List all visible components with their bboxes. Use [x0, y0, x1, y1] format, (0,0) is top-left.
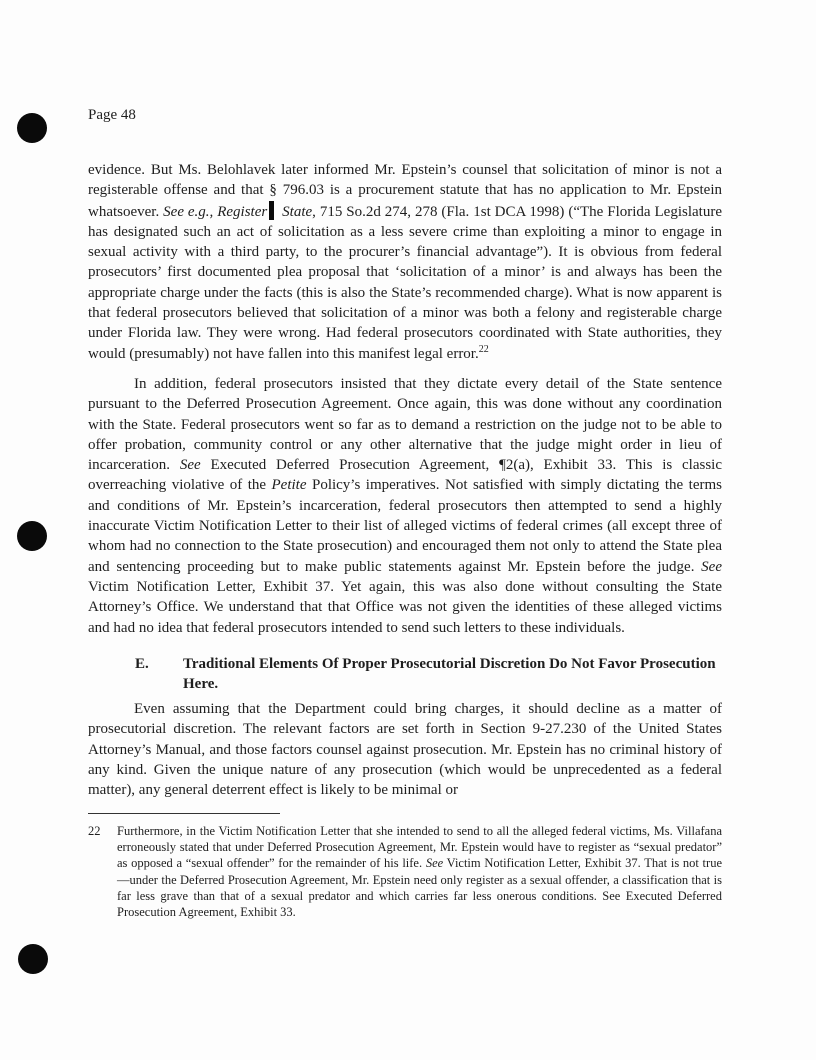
punch-hole-bottom	[18, 944, 48, 974]
p2-text-2: Executed Deferred Prosecution Agreement, ¶2(a), Exhibit 33. This is classic overreaching violative of the	[88, 457, 722, 494]
punch-hole-middle	[17, 521, 47, 551]
redaction-mark	[269, 201, 274, 220]
p2-see-2: See	[701, 558, 722, 575]
paragraph-state-sentence	[88, 374, 722, 638]
p2-text-4: Victim Notification Letter, Exhibit 37. Yet again, this was also done without consulting the State Attorney’s Office. We understand that that Office was not given the identities of these alleged victims and had no idea that federal prosecutors intended to send such letters to these individuals.	[88, 578, 722, 636]
footnote-22	[88, 823, 722, 920]
footnote-text	[117, 823, 722, 920]
section-letter: E.	[135, 656, 149, 672]
p2-text-1: In addition, federal prosecutors insisted that they dictate every detail of the State sentence pursuant to the Deferred Prosecution Agreement. Once again, this was done without any coordination with the State. Federal prosecutors went so far as to demand a restriction on the judge not to be able to offer probation, community control or any other alternative that the judge might order in lieu of incarceration.	[88, 376, 722, 474]
section-heading-e	[135, 654, 725, 695]
footnote-divider	[88, 813, 280, 814]
paragraph-discretion: Even assuming that the Department could bring charges, it should decline as a matter of prosecutorial discretion. The relevant factors are set forth in Section 9-27.230 of the United States Attorney’s Manual, and those factors counsel against prosecution. Mr. Epstein has no criminal history of any kind. Given the unique nature of any prosecution (which would be unprecedented as a federal matter), any general deterrent effect is likely to be minimal or	[88, 701, 722, 799]
p1-text-start: evidence. But Ms. Belohlavek later informed Mr. Epstein’s counsel that solicitation of minor is not a registerable offense and that § 796.03 is a procurement statute that has no application to Mr. Epstein whatsoever.	[88, 162, 722, 220]
footnote-text-2: Victim Notification Letter, Exhibit 37. That is not true—under the Deferred Prosecution Agreement, Mr. Epstein need only register as a sexual offender, a classification that is far less grave than that of a sexual predator and which carries far less onerous conditions. See Executed Deferred Prosecution Agreement, Exhibit 33.	[117, 856, 722, 920]
footnote-text-1: Furthermore, in the Victim Notification Letter that she intended to send to all the alleged federal victims, Ms. Villafana erroneously stated that under Deferred Prosecution Agreement, Mr. Epstein would have to register as “sexual predator” as opposed a “sexual offender” for the remainder of his life.	[117, 824, 722, 871]
footnote-number: 22	[88, 824, 101, 838]
p2-text-3: Policy’s imperatives. Not satisfied with simply dictating the terms and conditions of Mr. Epstein’s incarceration, federal prosecutors then attempted to send a highly inaccurate Victim Notification Letter to their list of alleged victims of federal crimes (all except three of whom had no connection to the State prosecution) and encouraged them not only to attend the State plea and sentencing proceeding but to make public statements against Mr. Epstein before the judge.	[88, 477, 722, 575]
p2-petite: Petite	[271, 477, 307, 494]
p1-citation-see: See e.g., Register	[163, 203, 268, 220]
p2-see-1: See	[179, 457, 201, 474]
p1-citation-state: State	[278, 203, 313, 220]
p1-text-end: , 715 So.2d 274, 278 (Fla. 1st DCA 1998) (“The Florida Legislature has designated such an act of solicitation as a less severe crime than exploiting a minor to engage in sexual activity with a third party, to the procurer’s financial advantage”). It is obvious from federal prosecutors’ first documented plea proposal that ‘solicitation of a minor’ is and always has been the appropriate charge under the facts (this is also the State’s recommended charge). What is now apparent is that federal prosecutors believed that solicitation of a minor was both a felony and registerable charge under Florida law. They were wrong. Had federal prosecutors coordinated with State authorities, they would (presumably) not have fallen into this manifest legal error.	[88, 203, 722, 362]
footnote-reference[interactable]: 22	[478, 343, 489, 355]
punch-hole-top	[17, 113, 47, 143]
paragraph-legal-error	[88, 160, 722, 364]
footnote-see: See	[425, 856, 444, 871]
section-title: Traditional Elements Of Proper Prosecutorial Discretion Do Not Favor Prosecution Here.	[183, 656, 716, 693]
page-number: Page 48	[88, 107, 136, 123]
